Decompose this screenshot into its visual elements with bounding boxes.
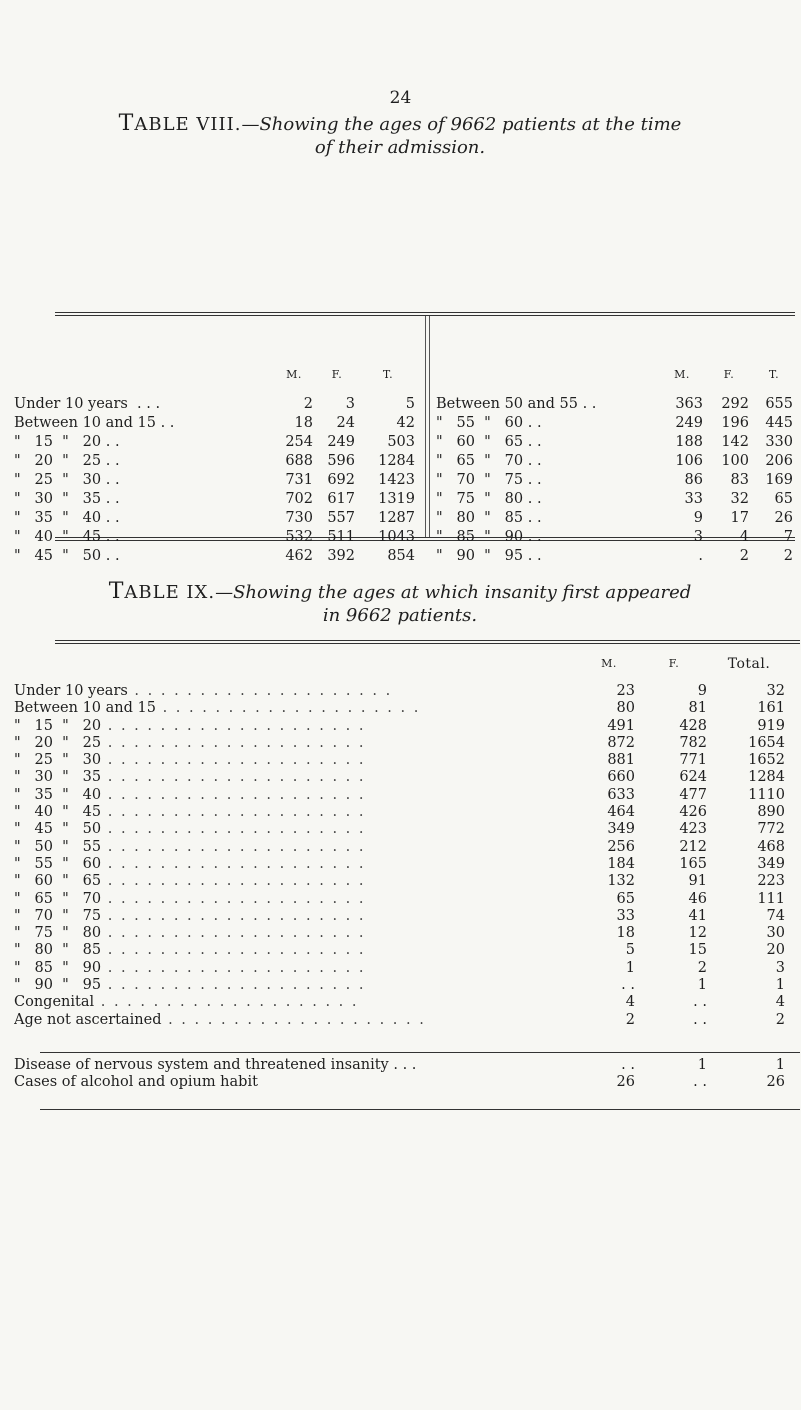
table9-total-count: 3 — [775, 959, 785, 976]
table9-female-count: 2 — [697, 959, 707, 976]
table-row — [14, 528, 796, 547]
table9-female-count: 212 — [679, 838, 707, 855]
table8-total-count: 503 — [387, 434, 415, 451]
table9-total-count: 111 — [757, 890, 785, 907]
table-row — [14, 873, 788, 890]
table8-title-line1: Showing the ages of 9662 patients at the time — [259, 114, 682, 135]
table9-age-cell — [14, 908, 580, 925]
dot-leader: . . . . . . . . . . . . . . . . . . . . — [101, 804, 366, 821]
table9-age-label: " 75 " 80 — [14, 925, 102, 942]
table8-age-label: Under 10 years . . . — [14, 396, 161, 413]
table8-age-label: " 90 " 95 . . — [436, 548, 542, 565]
table8-female-count: 142 — [721, 434, 749, 451]
table9-age-label: " 60 " 65 — [14, 873, 102, 890]
table8-title-line2: of their admission. — [314, 137, 486, 158]
table9-male-count: 184 — [607, 855, 635, 872]
table8-age-label: " 85 " 90 . . — [436, 529, 542, 546]
table8-female-count: 3 — [345, 396, 355, 413]
table9-age-label: Under 10 years — [14, 683, 128, 699]
table-row — [14, 414, 796, 433]
table9-male-count: 256 — [607, 838, 635, 855]
table8-female-count: 292 — [721, 396, 749, 413]
table8-total-count: 655 — [765, 396, 793, 413]
table9-age-label: " 25 " 30 — [14, 752, 102, 769]
table8-total-count: 2 — [783, 548, 793, 565]
table8-gap — [418, 509, 436, 528]
table8-header-t-left: T. — [382, 367, 394, 381]
table9-male-count: 132 — [607, 873, 635, 890]
table8-male-count: 2 — [303, 396, 313, 413]
dot-leader: . . . . . . . . . . . . . . . . . . . . — [161, 1011, 426, 1028]
dot-leader: . . . . . . . . . . . . . . . . . . . . — [101, 942, 366, 959]
table9-age-label: " 90 " 95 — [14, 977, 102, 994]
table9-total-count: 349 — [757, 855, 785, 872]
table8-female-count: 2 — [739, 548, 749, 565]
table8-male-count: 3 — [693, 529, 703, 546]
table-row — [14, 1057, 788, 1074]
table8-age-label: " 75 " 80 . . — [436, 491, 542, 508]
table9-male-count: 80 — [616, 700, 635, 717]
table9-male-count: 4 — [625, 994, 635, 1011]
table-row — [14, 700, 788, 717]
table9-header-blank — [14, 645, 580, 683]
dot-leader: . . . . . . . . . . . . . . . . . . . . — [101, 890, 366, 907]
table8-total-count: 1284 — [378, 453, 415, 470]
table8-total-count: 854 — [387, 548, 415, 565]
table8-age-label: " 15 " 20 . . — [14, 434, 120, 451]
table8-male-count: 688 — [285, 453, 313, 470]
table9-header-f: F. — [668, 656, 680, 670]
table8-female-count: 24 — [336, 415, 355, 432]
table8-header-f-right: F. — [723, 367, 735, 381]
table9-age-cell — [14, 718, 580, 735]
table9-age-cell — [14, 1012, 580, 1029]
table9-male-count: . . — [621, 1056, 635, 1073]
dot-leader: . . . . . . . . . . . . . . . . . . . . — [101, 907, 366, 924]
dot-leader: . . . . . . . . . . . . . . . . . . . . — [101, 769, 366, 786]
table9-age-cell — [14, 683, 580, 700]
table9-male-count: 26 — [616, 1074, 635, 1091]
dot-leader: . . . . . . . . . . . . . . . . . . . . — [101, 925, 366, 942]
table8-total-count: 5 — [405, 396, 415, 413]
table8-header-t-right: T. — [768, 367, 780, 381]
table9-female-count: 477 — [679, 786, 707, 803]
table9-age-cell — [14, 839, 580, 856]
table9-age-cell — [14, 752, 580, 769]
dot-leader: . . . . . . . . . . . . . . . . . . . . — [101, 855, 366, 872]
table8-female-count: 392 — [327, 548, 355, 565]
table8-total-count: 42 — [396, 415, 415, 432]
table8-age-label: " 45 " 50 . . — [14, 548, 120, 565]
table-row — [14, 891, 788, 908]
table8-female-count: 249 — [327, 434, 355, 451]
table8-total-count: 1423 — [378, 472, 415, 489]
table8-header-gap — [418, 355, 436, 395]
table8-male-count: 18 — [294, 415, 313, 432]
table-row — [14, 395, 796, 414]
table9-female-count: 15 — [688, 942, 707, 959]
page-number: 24 — [389, 88, 412, 108]
table-row — [14, 452, 796, 471]
table-row — [14, 908, 788, 925]
table9-age-label: " 45 " 50 — [14, 821, 102, 838]
table8-female-count: 100 — [721, 453, 749, 470]
table8-header-f-left: F. — [331, 367, 343, 381]
table8-male-count: 702 — [285, 491, 313, 508]
dot-leader: . . . . . . . . . . . . . . . . . . . . — [101, 821, 366, 838]
table9-female-count: 423 — [679, 821, 707, 838]
table9-female-count: 1 — [697, 1056, 707, 1073]
table9-female-count: 81 — [688, 700, 707, 717]
table9-male-count: 65 — [616, 890, 635, 907]
table9-female-count: 782 — [679, 734, 707, 751]
table9-total-count: 468 — [757, 838, 785, 855]
table8-header-blank-left — [14, 355, 272, 395]
table9-male-count: 23 — [616, 683, 635, 699]
table8-male-count: 106 — [675, 453, 703, 470]
dot-leader: . . . . . . . . . . . . . . . . . . . . — [127, 683, 393, 699]
table9-header-m: M. — [601, 656, 617, 670]
table8-total-count: 1319 — [378, 491, 415, 508]
table9-male-count: 491 — [607, 717, 635, 734]
table8-total-count: 445 — [765, 415, 793, 432]
table9-male-count: 660 — [607, 769, 635, 786]
table8-age-label: Between 10 and 15 . . — [14, 415, 175, 432]
table8-header-row — [14, 355, 796, 395]
table9-label: TABLE IX. — [108, 579, 216, 604]
table9-total-count: 74 — [766, 907, 785, 924]
table9-male-count: 2 — [625, 1011, 635, 1028]
table8-total-count: 206 — [765, 453, 793, 470]
table9-age-label: " 20 " 25 — [14, 734, 102, 751]
table-row — [14, 787, 788, 804]
table9-male-count: 872 — [607, 734, 635, 751]
table9-extra-label: Disease of nervous system and threatened insanity . . . — [14, 1056, 417, 1073]
table-row — [14, 752, 788, 769]
table9-age-label: " 65 " 70 — [14, 890, 102, 907]
table9-total-count: 1 — [775, 977, 785, 994]
table8-gap — [418, 471, 436, 490]
table-row — [14, 942, 788, 959]
table9-male-count: 1 — [625, 959, 635, 976]
table9-total-count: 26 — [766, 1074, 785, 1091]
table9-spacer — [14, 1029, 788, 1057]
table8-female-count: 32 — [730, 491, 749, 508]
table9-age-label: " 50 " 55 — [14, 838, 102, 855]
table9-female-count: 9 — [697, 683, 707, 699]
table8-male-count: 730 — [285, 510, 313, 527]
table8-age-label: " 25 " 30 . . — [14, 472, 120, 489]
table8-header-m-left: M. — [286, 367, 302, 381]
table9-total-count: 1 — [775, 1056, 785, 1073]
table8-gap — [418, 490, 436, 509]
table9-female-count: 46 — [688, 890, 707, 907]
table8-age-label: " 30 " 35 . . — [14, 491, 120, 508]
table9-total-count: 223 — [757, 873, 785, 890]
table9-total-count: 1110 — [748, 786, 785, 803]
table-row — [14, 509, 796, 528]
table8-male-count: 363 — [675, 396, 703, 413]
table9-female-count: . . — [693, 994, 707, 1011]
table9-total-count: 4 — [775, 994, 785, 1011]
table9-female-count: 624 — [679, 769, 707, 786]
table9-male-count: . . — [621, 977, 635, 994]
table8-female-count: 17 — [730, 510, 749, 527]
table8-male-count: 462 — [285, 548, 313, 565]
table9-male-count: 33 — [616, 907, 635, 924]
table9-extra-label: Cases of alcohol and opium habit — [14, 1074, 258, 1091]
table-row — [14, 735, 788, 752]
table8-total-count: 65 — [774, 491, 793, 508]
table9-age-cell — [14, 787, 580, 804]
table9-female-count: . . — [693, 1074, 707, 1091]
table9-header-total: Total. — [727, 655, 771, 672]
table9-total-count: 1652 — [748, 752, 785, 769]
table9-age-cell — [14, 804, 580, 821]
table-row — [14, 718, 788, 735]
table8-gap — [418, 452, 436, 471]
table9-male-count: 464 — [607, 804, 635, 821]
table9-age-cell — [14, 821, 580, 838]
table9-age-label: " 70 " 75 — [14, 907, 102, 924]
table9-total-count: 890 — [757, 804, 785, 821]
table8-female-count: 83 — [730, 472, 749, 489]
table-row — [14, 1012, 788, 1029]
table8-female-count: 196 — [721, 415, 749, 432]
table8-gap — [418, 395, 436, 414]
table9-age-label: " 80 " 85 — [14, 942, 102, 959]
dot-leader: . . . . . . . . . . . . . . . . . . . . — [101, 786, 366, 803]
table9-female-count: . . — [693, 1011, 707, 1028]
table8-total-count: 169 — [765, 472, 793, 489]
table8-age-label: " 55 " 60 . . — [436, 415, 542, 432]
table8-female-count: 4 — [739, 529, 749, 546]
table9-caption: TABLE IX.—Showing the ages at which insanity first appeared in 9662 patients. — [108, 579, 692, 626]
table8-female-count: 596 — [327, 453, 355, 470]
dot-leader: . . . . . . . . . . . . . . . . . . . . — [101, 959, 366, 976]
table9-age-cell — [14, 873, 580, 890]
table-row — [14, 804, 788, 821]
dot-leader: . . . . . . . . . . . . . . . . . . . . — [101, 734, 366, 751]
table8-male-count: 33 — [684, 491, 703, 508]
table8-total-count: 7 — [783, 529, 793, 546]
table9-female-count: 426 — [679, 804, 707, 821]
table8-male-count: 731 — [285, 472, 313, 489]
table8-male-count: 188 — [675, 434, 703, 451]
table9-total-count: 20 — [766, 942, 785, 959]
table8-label: TABLE VIII. — [118, 111, 242, 136]
table-row — [14, 821, 788, 838]
table8-total-count: 330 — [765, 434, 793, 451]
table8-female-count: 692 — [327, 472, 355, 489]
table8-age-label: Between 50 and 55 . . — [436, 396, 597, 413]
dot-leader: . . . . . . . . . . . . . . . . . . . . — [101, 752, 366, 769]
dot-leader: . . . . . . . . . . . . . . . . . . . . — [155, 700, 421, 717]
table9-male-count: 5 — [625, 942, 635, 959]
dot-leader: . . . . . . . . . . . . . . . . . . . . — [101, 873, 366, 890]
table9-age-cell — [14, 891, 580, 908]
table8 — [14, 355, 796, 566]
table8-age-label: " 20 " 25 . . — [14, 453, 120, 470]
dot-leader: . . . . . . . . . . . . . . . . . . . . — [101, 717, 366, 734]
table8-male-count: 86 — [684, 472, 703, 489]
table8-header-blank-right — [436, 355, 658, 395]
table9-age-cell — [14, 700, 580, 717]
table8-male-count: 532 — [285, 529, 313, 546]
table9-total-count: 32 — [766, 683, 785, 699]
table8-gap — [418, 433, 436, 452]
table9-title-line1: Showing the ages at which insanity first appeared — [233, 582, 692, 603]
table-row — [14, 433, 796, 452]
table8-age-label: " 40 " 45 . . — [14, 529, 120, 546]
dot-leader: . . . . . . . . . . . . . . . . . . . . — [101, 977, 366, 994]
table9-total-count: 1284 — [748, 769, 785, 786]
table8-male-count: 9 — [693, 510, 703, 527]
table8-female-count: 617 — [327, 491, 355, 508]
table9-age-label: " 15 " 20 — [14, 717, 102, 734]
table8-header-m-right: M. — [674, 367, 690, 381]
table9-age-cell — [14, 960, 580, 977]
table9-female-count: 165 — [679, 855, 707, 872]
table9-age-label: " 35 " 40 — [14, 786, 102, 803]
table9-female-count: 41 — [688, 907, 707, 924]
table9-age-label: " 55 " 60 — [14, 855, 102, 872]
table9-header-row — [14, 645, 788, 683]
dot-leader: . . . . . . . . . . . . . . . . . . . . — [101, 838, 366, 855]
table8-male-count: 254 — [285, 434, 313, 451]
table8-age-label: " 70 " 75 . . — [436, 472, 542, 489]
dot-leader: . . . . . . . . . . . . . . . . . . . . — [94, 994, 359, 1011]
table9-female-count: 12 — [688, 925, 707, 942]
table8-female-count: 511 — [327, 529, 355, 546]
table9-total-count: 2 — [775, 1011, 785, 1028]
table8-age-label: " 60 " 65 . . — [436, 434, 542, 451]
table9-age-cell — [14, 994, 580, 1011]
table9-male-count: 633 — [607, 786, 635, 803]
table8-caption: TABLE VIII.—Showing the ages of 9662 patients at the time of their admission. — [118, 111, 682, 158]
table9-total-count: 161 — [757, 700, 785, 717]
table8-male-count: 249 — [675, 415, 703, 432]
table9-female-count: 428 — [679, 717, 707, 734]
table-row — [14, 994, 788, 1011]
table-row — [14, 1074, 788, 1091]
table9-age-label: " 85 " 90 — [14, 959, 102, 976]
table8-age-label: " 80 " 85 . . — [436, 510, 542, 527]
table8-gap — [418, 414, 436, 433]
table9-age-label: " 30 " 35 — [14, 769, 102, 786]
table9-total-count: 30 — [766, 925, 785, 942]
table9-female-count: 771 — [679, 752, 707, 769]
table8-age-label: " 35 " 40 . . — [14, 510, 120, 527]
table9-female-count: 1 — [697, 977, 707, 994]
table9-age-label: " 40 " 45 — [14, 804, 102, 821]
table-row — [14, 471, 796, 490]
table9-male-count: 18 — [616, 925, 635, 942]
table8-male-count: . — [698, 548, 703, 565]
table9-age-cell — [14, 856, 580, 873]
table9-female-count: 91 — [688, 873, 707, 890]
table9-age-cell — [14, 735, 580, 752]
table-row — [14, 769, 788, 786]
table8-gap — [418, 547, 436, 566]
table9-age-cell — [14, 925, 580, 942]
table9-age-cell — [14, 942, 580, 959]
table-row — [14, 839, 788, 856]
table9-age-cell — [14, 769, 580, 786]
table9-age-cell — [14, 977, 580, 994]
table8-female-count: 557 — [327, 510, 355, 527]
table9-male-count: 349 — [607, 821, 635, 838]
table-row — [14, 977, 788, 994]
table-row — [14, 925, 788, 942]
table-row — [14, 960, 788, 977]
table8-age-label: " 65 " 70 . . — [436, 453, 542, 470]
table9-total-count: 1654 — [748, 734, 785, 751]
table9-total-count: 772 — [757, 821, 785, 838]
table9-age-label: Age not ascertained — [14, 1011, 162, 1028]
table8-total-count: 1287 — [378, 510, 415, 527]
table9 — [14, 645, 788, 1092]
table9-age-label: Congenital — [14, 994, 95, 1011]
table8-total-count: 26 — [774, 510, 793, 527]
table8-total-count: 1043 — [378, 529, 415, 546]
table9-title-line2: in 9662 patients. — [322, 605, 478, 626]
table-row — [14, 683, 788, 700]
table9-male-count: 881 — [607, 752, 635, 769]
table9-total-count: 919 — [757, 717, 785, 734]
table-row — [14, 490, 796, 509]
table9-age-label: Between 10 and 15 — [14, 700, 156, 717]
table8-gap — [418, 528, 436, 547]
table-row — [14, 547, 796, 566]
table-row — [14, 856, 788, 873]
